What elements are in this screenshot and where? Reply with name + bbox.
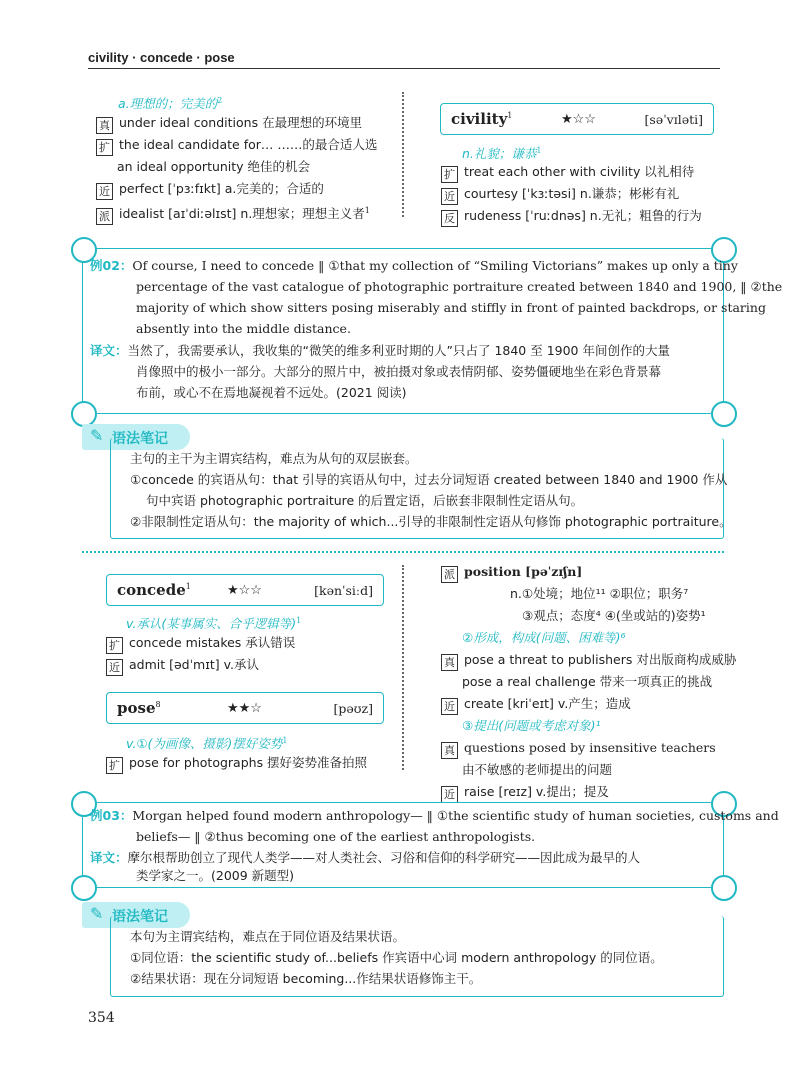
grammar-note-title: 语法笔记 (112, 431, 168, 447)
note2-line-1: 本句为主谓宾结构，难点在于同位语及结果状语。 (130, 929, 406, 944)
ideal-row-1: 真 under ideal conditions 在最理想的环境里 (96, 114, 362, 134)
frame-corner-ornament (71, 875, 97, 901)
header-rule (88, 68, 720, 69)
column-divider (402, 92, 404, 217)
pose-sense: v.①(为画像、摄影)摆好姿势$^1$ (126, 736, 288, 752)
concede-word: concede$^1$ (117, 581, 191, 599)
example02-translation-line-2: 肖像照中的极小一部分。大部分的照片中，被拍摄对象或表情阴郁、姿势僵硬地坐在彩色背景幕 (136, 364, 662, 379)
position-row-1: 派 position [pəˈzɪʃn] (441, 563, 582, 583)
pose-sense-3: ③提出(问题或考虑对象)¹ (462, 718, 601, 733)
ideal-row-2: 扩 the ideal candidate for… ……的最合适人选 (96, 136, 377, 156)
civility-headword-box (440, 103, 714, 135)
civility-row-1: 扩 treat each other with civility 以礼相待 (441, 163, 694, 183)
example02-en-line-3: majority of which show sitters posing miserably and stiffly in front of painted backdrops, or staring (136, 300, 766, 315)
pose-word: pose$^8$ (117, 699, 161, 717)
concede-row-2: 近 admit [ədˈmɪt] v.承认 (106, 656, 259, 676)
quill-icon: ✎ (90, 904, 104, 923)
example03-en-line-2: beliefs— ‖ ②thus becoming one of the earliest anthropologists. (136, 829, 536, 844)
note1-line-3: 句中宾语 photographic portraiture 的后置定语，后嵌套非限制性定语从句。 (146, 493, 584, 508)
pose-sense-2: ②形成，构成(问题、困难等)⁶ (462, 630, 626, 645)
pose-row-2: 真 pose a threat to publishers 对出版商构成威胁 (441, 651, 736, 671)
frame-corner-ornament (711, 875, 737, 901)
example02-translation-line-1: 译文：当然了，我需要承认，我收集的“微笑的维多利亚时期的人”只占了 1840 至 1900 年间创作的大量 (90, 343, 670, 358)
ideal-sense: a.理想的；完美的$^2$ (118, 96, 223, 112)
section-separator (82, 551, 724, 553)
pose-row-3: pose a real challenge 带来一项真正的挑战 (462, 674, 713, 689)
note1-line-4: ②非限制性定语从句：the majority of which...引导的非限制性定语从句修饰 photographic portraiture。 (130, 514, 732, 529)
page-number: 354 (88, 1010, 115, 1026)
quill-icon: ✎ (90, 426, 104, 445)
ideal-row-3: an ideal opportunity 绝佳的机会 (117, 159, 311, 174)
note2-line-2: ①同位语：the scientific study of...beliefs 作宾语中心词 modern anthropology 的同位语。 (130, 950, 663, 965)
pose-row-7: 近 raise [reɪz] v.提出；提及 (441, 783, 609, 803)
pose-stars: ★★☆ (227, 701, 262, 716)
civility-word: civility$^1$ (451, 110, 513, 128)
civility-row-3: 反 rudeness [ˈruːdnəs] n.无礼；粗鲁的行为 (441, 207, 702, 227)
concede-phonetic: [kənˈsiːd] (314, 583, 373, 598)
pose-phonetic: [pəʊz] (333, 701, 373, 716)
civility-sense: n.礼貌；谦恭$^1$ (462, 146, 542, 162)
grammar-note-title: 语法笔记 (112, 909, 168, 925)
civility-phonetic: [səˈvɪləti] (644, 112, 703, 127)
example03-translation-line-1: 译文：摩尔根帮助创立了现代人类学——对人类社会、习俗和信仰的科学研究——因此成为最早的人 (90, 850, 641, 865)
position-row-2: n.①处境；地位¹¹ ②职位；职务⁷ (510, 586, 689, 601)
example03-en-line-1: 例03：Morgan helped found modern anthropology— ‖ ①the scientific study of human societies, customs and (90, 808, 779, 823)
civility-stars: ★☆☆ (561, 112, 596, 127)
ideal-row-4: 近 perfect [ˈpɜːfɪkt] a.完美的；合适的 (96, 180, 324, 200)
pose-row-6: 由不敏感的老师提出的问题 (462, 762, 613, 777)
frame-corner-ornament (711, 401, 737, 427)
concede-sense: v.承认(某事属实、合乎逻辑等)$^1$ (126, 616, 302, 632)
ideal-row-5: 派 idealist [aɪˈdiːəlɪst] n.理想家；理想主义者$^1$ (96, 202, 370, 225)
example02-en-line-1: 例02：Of course, I need to concede ‖ ①that my collection of “Smiling Victorians” makes up only a tiny (90, 258, 738, 273)
running-header: civility · concede · pose (88, 50, 235, 65)
concede-headword-box (106, 574, 384, 606)
pose-row-1: 扩 pose for photographs 摆好姿势准备拍照 (106, 754, 367, 774)
example02-translation-line-3: 布前，或心不在焉地凝视着不远处。(2021 阅读) (136, 385, 407, 400)
note2-line-3: ②结果状语：现在分词短语 becoming...作结果状语修饰主干。 (130, 971, 482, 986)
pose-headword-box (106, 692, 384, 724)
position-row-3: ③观点；态度⁴ ④(坐或站的)姿势¹ (522, 608, 706, 623)
concede-row-1: 扩 concede mistakes 承认错误 (106, 634, 295, 654)
pose-row-5: 真 questions posed by insensitive teachers (441, 739, 716, 759)
example02-en-line-4: absently into the middle distance. (136, 321, 351, 336)
note1-line-2: ①concede 的宾语从句：that 引导的宾语从句中，过去分词短语 created between 1840 and 1900 作从 (130, 472, 728, 487)
pose-row-4: 近 create [kriˈeɪt] v.产生；造成 (441, 695, 631, 715)
concede-stars: ★☆☆ (227, 583, 262, 598)
example02-en-line-2: percentage of the vast catalogue of photographic portraiture created between 1840 and 1900, ‖ ②the (136, 279, 783, 294)
column-divider (402, 565, 404, 770)
civility-row-2: 近 courtesy [ˈkɜːtəsi] n.谦恭；彬彬有礼 (441, 185, 679, 205)
example03-translation-line-2: 类学家之一。(2009 新题型) (136, 868, 295, 883)
note1-line-1: 主句的主干为主谓宾结构，难点为从句的双层嵌套。 (130, 451, 418, 466)
